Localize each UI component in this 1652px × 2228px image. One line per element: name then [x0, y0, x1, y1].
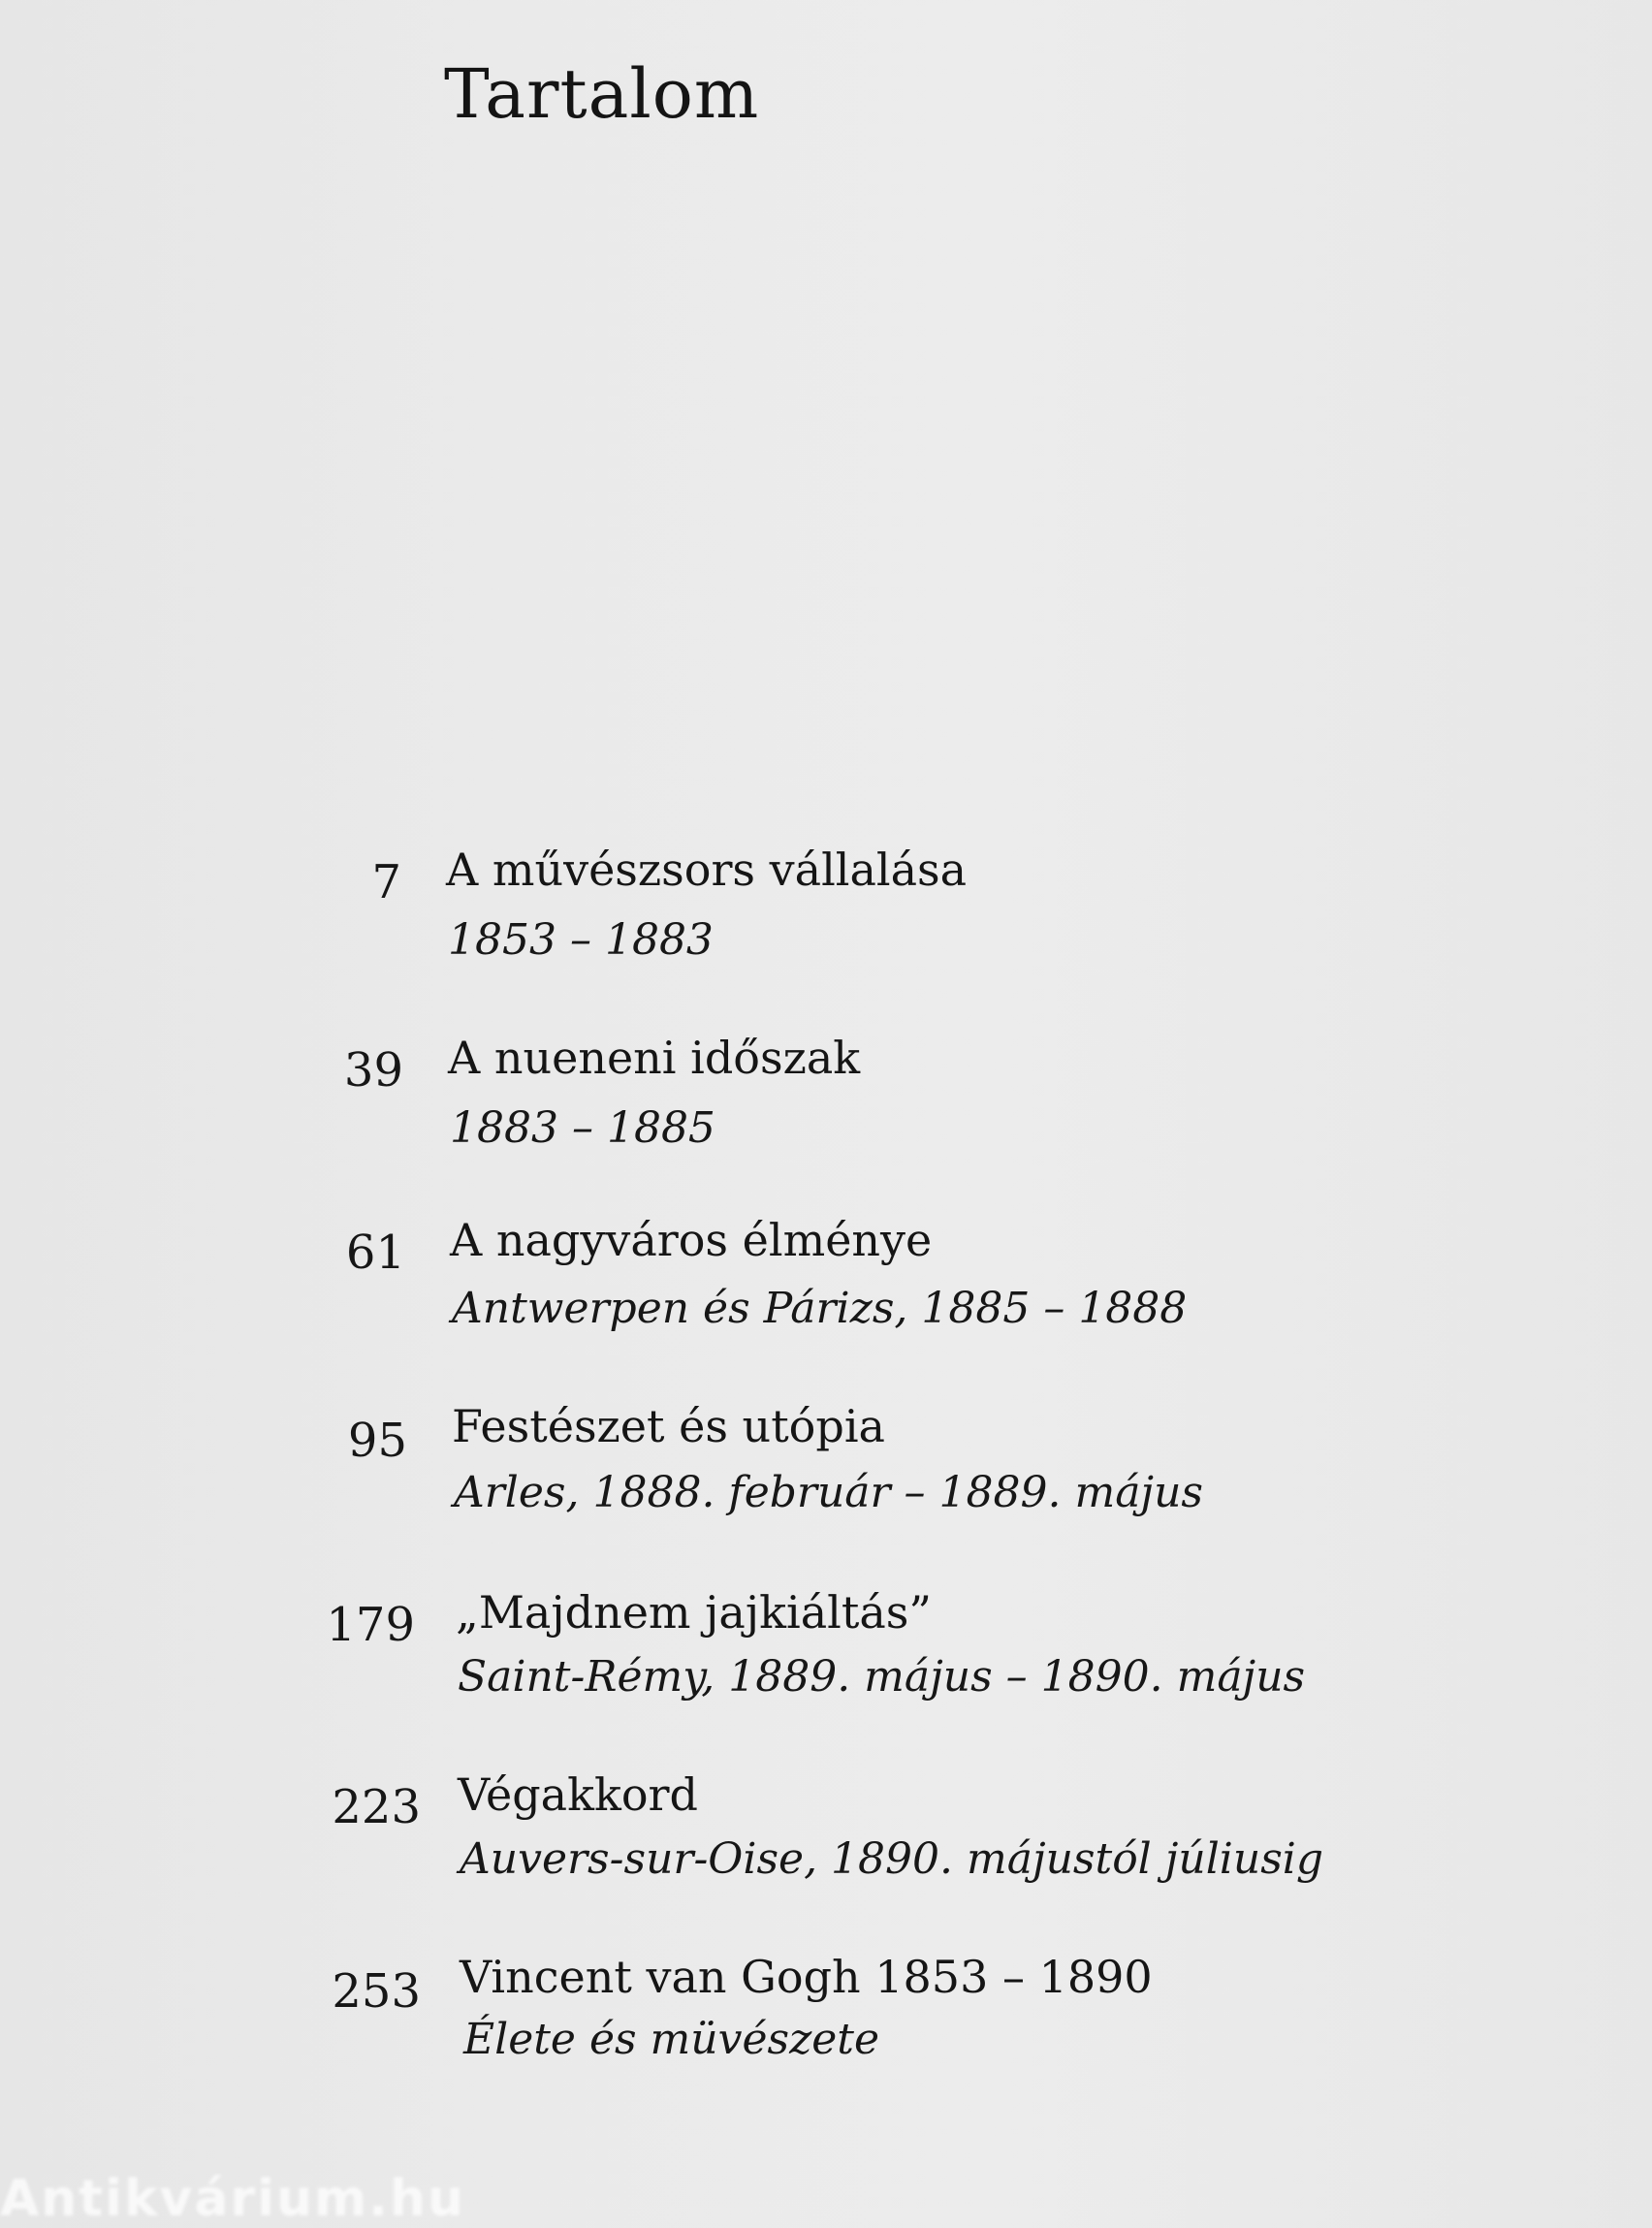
toc-entry-subtitle: 1853 – 1883: [448, 915, 714, 965]
toc-entry-title: Végakkord: [458, 1768, 698, 1821]
toc-entry-title: A nueneni időszak: [448, 1032, 861, 1084]
toc-page-number: 39: [343, 1043, 403, 1098]
toc-entry-subtitle: Antwerpen és Párizs, 1885 – 1888: [452, 1284, 1188, 1333]
toc-page-number: 179: [326, 1598, 415, 1652]
page-title: Tartalom: [444, 54, 760, 134]
toc-entry-subtitle: Arles, 1888. február – 1889. május: [454, 1468, 1203, 1517]
toc-entry-title: A nagyváros élménye: [450, 1214, 933, 1266]
toc-page-number: 61: [345, 1225, 405, 1280]
toc-page-number: 7: [371, 855, 401, 909]
toc-entry-title: Festészet és utópia: [452, 1400, 885, 1452]
toc-entry-subtitle: Auvers-sur-Oise, 1890. májustól júliusig: [460, 1834, 1324, 1884]
toc-entry-title: A művészsors vállalása: [446, 843, 968, 896]
toc-page-number: 223: [332, 1780, 421, 1834]
toc-entry-subtitle: 1883 – 1885: [450, 1103, 715, 1153]
toc-entry-title: Vincent van Gogh 1853 – 1890: [460, 1951, 1153, 2003]
toc-entry-subtitle: Saint-Rémy, 1889. május – 1890. május: [458, 1652, 1306, 1702]
toc-page-number: 253: [332, 1964, 421, 2019]
toc-entry-title: „Majdnem jajkiáltás”: [456, 1586, 932, 1639]
watermark: Antikvárium.hu: [0, 2170, 465, 2228]
toc-page-number: 95: [347, 1414, 407, 1468]
toc-entry-subtitle: Élete és müvészete: [463, 2015, 880, 2064]
